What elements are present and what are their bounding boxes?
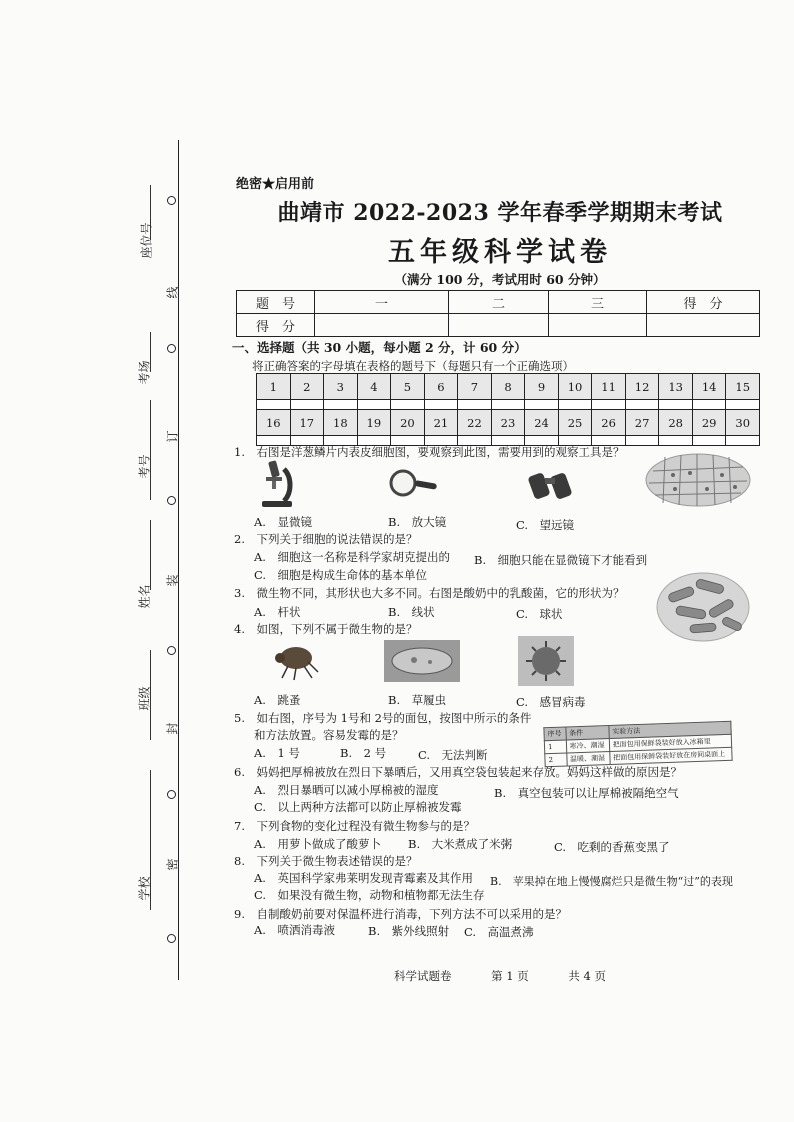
- school-label: 学校: [137, 876, 152, 901]
- answer-table: [256, 373, 760, 446]
- lactobacillus-image: [656, 572, 750, 642]
- answer-blank-cell[interactable]: [290, 400, 324, 410]
- confidential-mark: 绝密★启用前: [236, 177, 315, 192]
- score-row-label: 得 分: [237, 314, 315, 337]
- q4-option-c: C. 感冒病毒: [516, 695, 586, 709]
- q7-stem: 7. 下列食物的变化过程没有微生物参与的是？: [234, 819, 475, 833]
- name-label: 姓名: [137, 584, 152, 609]
- answer-number-cell: 1: [257, 374, 291, 400]
- answer-number-cell: 22: [458, 410, 492, 436]
- q1-stem: 1. 右图是洋葱鳞片内表皮细胞图，要观察到此图，需要用到的观察工具是？: [234, 445, 625, 459]
- punch-hole: [167, 344, 176, 353]
- q4-option-a: A. 跳蚤: [254, 693, 301, 707]
- q6-option-a: A. 烈日暴晒可以减小厚棉被的湿度: [254, 783, 439, 797]
- answer-blank-cell[interactable]: [726, 436, 760, 446]
- answer-blank-cell[interactable]: [659, 436, 693, 446]
- punch-hole: [167, 790, 176, 799]
- flu-virus-image: [518, 636, 574, 686]
- order-char: 订: [165, 430, 180, 443]
- seat-fill-line: [150, 185, 151, 240]
- answer-number-cell: 11: [592, 374, 626, 400]
- page-footer: [236, 968, 764, 984]
- q1-option-a: A. 显微镜: [254, 515, 312, 529]
- answer-number-row: [257, 374, 760, 400]
- q9-option-c: C. 高温煮沸: [464, 925, 534, 939]
- answer-number-cell: 17: [290, 410, 324, 436]
- answer-blank-cell[interactable]: [424, 400, 458, 410]
- answer-number-cell: 7: [458, 374, 492, 400]
- q8-option-c: C. 如果没有微生物，动物和植物都无法生存: [254, 888, 485, 902]
- mt-r1-method: 把面包用保鲜袋装好放入冰箱里: [609, 734, 732, 751]
- q3-option-c: C. 球状: [516, 607, 563, 621]
- q5-option-c: C. 无法判断: [418, 748, 488, 762]
- answer-number-cell: 27: [625, 410, 659, 436]
- exam-room-label: 考场: [137, 360, 152, 385]
- mt-r1-cond: 寒冷、潮湿: [566, 739, 610, 753]
- exam-no-label: 考号: [137, 454, 152, 479]
- answer-number-cell: 8: [491, 374, 525, 400]
- school-fill-line: [150, 770, 151, 910]
- mt-head-method: 实验方法: [609, 721, 732, 738]
- q3-option-a: A. 杆状: [254, 605, 301, 619]
- microscope-image: [254, 459, 300, 509]
- answer-number-cell: 13: [659, 374, 693, 400]
- answer-number-cell: 3: [324, 374, 358, 400]
- answer-number-cell: 26: [592, 410, 626, 436]
- q1-option-c: C. 望远镜: [516, 518, 575, 532]
- section1-heading: 一、选择题（共 30 小题，每小题 2 分，计 60 分）: [232, 340, 527, 355]
- score-cell[interactable]: [315, 314, 449, 337]
- answer-number-cell: 5: [391, 374, 425, 400]
- answer-number-cell: 24: [525, 410, 559, 436]
- answer-blank-cell[interactable]: [257, 400, 291, 410]
- bread-experiment-table: [543, 721, 732, 768]
- answer-blank-row: [257, 400, 760, 410]
- q9-option-b: B. 紫外线照射: [368, 924, 450, 938]
- exam-no-fill-line: [150, 400, 151, 500]
- answer-number-cell: 4: [357, 374, 391, 400]
- seat-label: 座位号: [139, 222, 154, 259]
- answer-number-cell: 30: [726, 410, 760, 436]
- answer-number-cell: 25: [558, 410, 592, 436]
- answer-blank-cell[interactable]: [525, 400, 559, 410]
- binoculars-image: [528, 466, 574, 500]
- q6-option-c: C. 以上两种方法都可以防止厚棉被发霉: [254, 800, 462, 814]
- answer-number-cell: 15: [726, 374, 760, 400]
- answer-number-cell: 19: [357, 410, 391, 436]
- score-head-label: 题 号: [237, 291, 315, 314]
- mt-head-no: 序号: [544, 727, 566, 741]
- binding-line: [178, 140, 179, 980]
- q8-option-a: A. 英国科学家弗莱明发现青霉素及其作用: [254, 871, 473, 885]
- answer-blank-cell[interactable]: [491, 400, 525, 410]
- q6-stem: 6. 妈妈把厚棉被放在烈日下暴晒后，又用真空袋包装起来存放。妈妈这样做的原因是？: [234, 765, 682, 779]
- seal-char: 封: [165, 722, 180, 735]
- footer-page: 第 1 页: [491, 969, 529, 983]
- score-table: [236, 290, 760, 337]
- mt-head-cond: 条件: [565, 726, 609, 740]
- answer-blank-cell[interactable]: [692, 400, 726, 410]
- q2-option-c: C. 细胞是构成生命体的基本单位: [254, 568, 428, 582]
- answer-number-cell: 29: [692, 410, 726, 436]
- flea-image: [270, 640, 320, 682]
- q3-option-b: B. 线状: [388, 605, 435, 619]
- answer-blank-cell[interactable]: [458, 400, 492, 410]
- section1-instruction: 将正确答案的字母填在表格的题号下（每题只有一个正确选项）: [252, 359, 574, 373]
- q4-option-b: B. 草履虫: [388, 693, 447, 707]
- secret-char: 密: [165, 858, 180, 871]
- answer-number-cell: 21: [424, 410, 458, 436]
- punch-hole: [167, 934, 176, 943]
- q5-stem-2: 和方法放置。容易发霉的是？: [254, 728, 404, 742]
- magnifier-image: [388, 468, 440, 498]
- q9-stem: 9. 自制酸奶前要对保温杯进行消毒，下列方法不可以采用的是？: [234, 907, 567, 921]
- answer-blank-cell[interactable]: [391, 400, 425, 410]
- q9-option-a: A. 喷洒消毒液: [254, 923, 335, 937]
- footer-paper: 科学试题卷: [393, 969, 452, 983]
- paramecium-image: [384, 640, 460, 682]
- q1-option-b: B. 放大镜: [388, 515, 447, 529]
- q2-option-b: B. 细胞只能在显微镜下才能看到: [474, 553, 648, 567]
- q6-option-b: B. 真空包装可以让厚棉被隔绝空气: [494, 786, 679, 800]
- q2-stem: 2. 下列关于细胞的说法错误的是？: [234, 532, 418, 546]
- q3-stem: 3. 微生物不同，其形状也大多不同。右图是酸奶中的乳酸菌，它的形状为？: [234, 586, 625, 600]
- q8-option-b: B. 苹果掉在地上慢慢腐烂只是微生物“过”的表现: [490, 875, 733, 888]
- q5-stem-1: 5. 如右图，序号为 1号和 2号的面包，按图中所示的条件: [234, 711, 532, 725]
- score-head-part3: 三: [549, 291, 647, 314]
- mt-r1-no: 1: [544, 740, 566, 754]
- mt-r2-cond: 温暖、潮湿: [566, 752, 610, 766]
- score-cell[interactable]: [449, 314, 549, 337]
- answer-blank-cell[interactable]: [692, 436, 726, 446]
- answer-number-cell: 14: [692, 374, 726, 400]
- answer-blank-cell[interactable]: [592, 400, 626, 410]
- answer-number-cell: 18: [324, 410, 358, 436]
- q4-stem: 4. 如图，下列不属于微生物的是？: [234, 622, 418, 636]
- answer-number-cell: 12: [625, 374, 659, 400]
- q7-option-c: C. 吃剩的香蕉变黑了: [554, 840, 670, 854]
- name-fill-line: [150, 520, 151, 590]
- q8-stem: 8. 下列关于微生物表述错误的是？: [234, 854, 418, 868]
- punch-hole: [167, 646, 176, 655]
- score-cell[interactable]: [549, 314, 647, 337]
- punch-hole: [167, 196, 176, 205]
- line-char: 线: [165, 286, 180, 299]
- punch-hole: [167, 496, 176, 505]
- q5-option-b: B. 2 号: [340, 746, 387, 760]
- answer-blank-cell[interactable]: [558, 400, 592, 410]
- answer-number-cell: 2: [290, 374, 324, 400]
- mt-r2-method: 把面包用保鲜袋装好放在房间桌面上: [609, 747, 732, 764]
- footer-total: 共 4 页: [568, 969, 607, 983]
- answer-number-cell: 10: [558, 374, 592, 400]
- score-cell[interactable]: [647, 314, 760, 337]
- answer-number-cell: 16: [257, 410, 291, 436]
- q7-option-b: B. 大米煮成了米粥: [408, 837, 513, 851]
- score-head-part2: 二: [449, 291, 549, 314]
- answer-number-cell: 23: [491, 410, 525, 436]
- answer-blank-cell[interactable]: [625, 400, 659, 410]
- q7-option-a: A. 用萝卜做成了酸萝卜: [254, 837, 381, 851]
- answer-blank-cell[interactable]: [659, 400, 693, 410]
- score-head-total: 得 分: [647, 291, 760, 314]
- answer-blank-cell[interactable]: [324, 400, 358, 410]
- answer-blank-cell[interactable]: [625, 436, 659, 446]
- class-fill-line: [150, 650, 151, 740]
- score-head-part1: 一: [315, 291, 449, 314]
- answer-number-cell: 28: [659, 410, 693, 436]
- q2-option-a: A. 细胞这一名称是科学家胡克提出的: [254, 550, 450, 564]
- onion-cells-image: [645, 453, 751, 507]
- mt-r2-no: 2: [545, 753, 567, 767]
- bind-char: 装: [165, 574, 180, 587]
- answer-number-cell: 6: [424, 374, 458, 400]
- answer-number-cell: 20: [391, 410, 425, 436]
- answer-number-cell: 9: [525, 374, 559, 400]
- exam-room-fill-line: [150, 332, 151, 372]
- exam-note: （满分 100 分，考试用时 60 分钟）: [394, 272, 606, 287]
- answer-number-row: [257, 410, 760, 436]
- answer-blank-cell[interactable]: [726, 400, 760, 410]
- subject-title: 五年级科学试卷: [388, 237, 612, 268]
- exam-title: 曲靖市 2022-2023 学年春季学期期末考试: [277, 200, 723, 226]
- answer-blank-cell[interactable]: [357, 400, 391, 410]
- class-label: 班级: [137, 686, 152, 711]
- q5-option-a: A. 1 号: [254, 746, 300, 760]
